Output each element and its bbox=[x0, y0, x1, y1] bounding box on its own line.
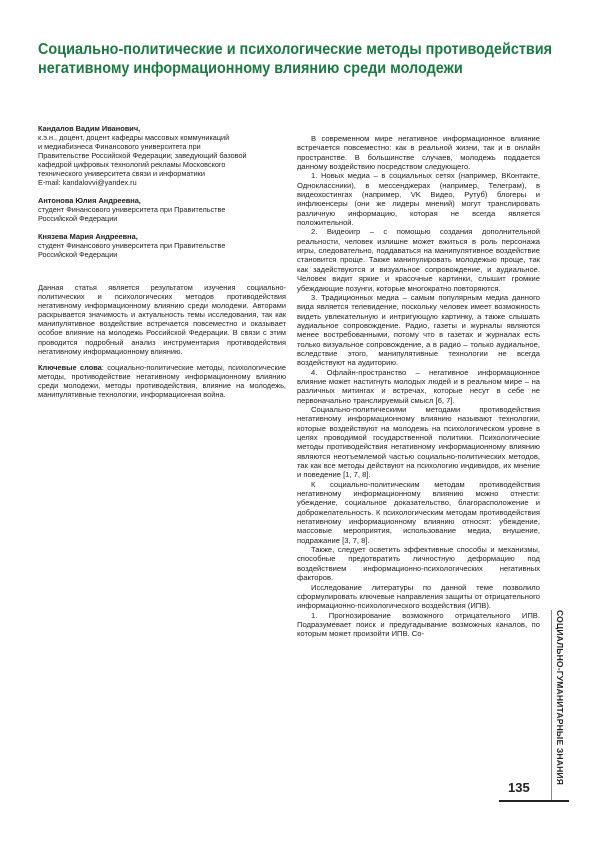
left-column bbox=[38, 124, 286, 406]
keywords bbox=[38, 363, 286, 399]
author-block bbox=[38, 124, 286, 187]
author-block bbox=[38, 196, 286, 223]
author-line: Российской Федерации bbox=[38, 250, 118, 259]
author-name: Кандалов Вадим Иванович, bbox=[38, 124, 141, 133]
right-column bbox=[297, 134, 540, 639]
body-paragraph: 1. Прогнозирование возможного отрицательного ИПВ. Подразумевает поиск и предугадывание возможных каналов, по которым может произойти ИПВ. Со- bbox=[297, 610, 540, 639]
abstract bbox=[38, 283, 286, 399]
abstract-text: Данная статья является результатом изучения социально-политических и психологических методов противодействия негативному информационному влиянию среди молодежи. Авторами раскрывается значимость и актуальность темы исследования, так как манипулятивное воздействие встречается повсеместно и оказывает особое влияние на молодежь Российской Федерации. В связи с этим проводится подробный анализ инструментария противодействия негативному информационному влиянию. bbox=[38, 283, 286, 356]
body-paragraph: 1. Новых медиа – в социальных сетях (например, ВКонтакте, Одноклассники), в мессенджерах (например, Телеграм), в видеохостингах (например, VK Видео, Рутуб) блогеры и инфлюенсеры (они же лидеры мнений) могут транслировать различную информацию, которая не всегда является положительной. bbox=[297, 171, 540, 228]
body-paragraph: Исследование литературы по данной теме позволило сформулировать ключевые направления защиты от отрицательного информационно-психологического воздействия (ИПВ). bbox=[297, 582, 540, 611]
author-line: Российской Федерации bbox=[38, 214, 118, 223]
title-line: негативному информационному влиянию среди молодежи bbox=[38, 60, 463, 77]
author-line: Правительстве Российской Федерации; заведующий базовой bbox=[38, 151, 247, 160]
author-line: технического университета связи и информатики bbox=[38, 169, 205, 178]
body-paragraph: К социально-политическим методам противодействия негативному информационному влиянию можно отнести: убеждение, социальное доказательство, благорасположение и доброжелательность. К психологическим методам противодействия негативному информационному влиянию относят: убеждение, массовые мероприятия, использование медиа, внушение, подражание [3, 7, 8]. bbox=[297, 479, 540, 545]
author-line: студент Финансового университета при Правительстве bbox=[38, 241, 226, 250]
page-number: 135 bbox=[508, 780, 530, 795]
article-title bbox=[38, 40, 553, 78]
keywords-text: : социально-политические методы, психологические методы, противодействие негативному информационному влиянию среди молодежи, методы противодействия, влияние на молодежь, манипулятивные технологии, информационная война. bbox=[38, 362, 287, 400]
author-line: к.э.н., доцент, доцент кафедры массовых коммуникаций bbox=[38, 133, 230, 142]
author-line: кафедрой цифровых технологий рекламы Московского bbox=[38, 160, 226, 169]
section-sidebar bbox=[553, 610, 567, 785]
sidebar-divider bbox=[551, 610, 552, 800]
author-name: Антонова Юлия Андреевна, bbox=[38, 196, 141, 205]
author-block bbox=[38, 232, 286, 259]
title-line: Социально-политические и психологические методы противодействия bbox=[38, 41, 553, 58]
body-paragraph: Социально-политическими методами противодействия негативному информационному влиянию называют технологии, которые воздействуют на молодежь на психологическом уровне в целях проводимой государственной политики. Психологические методы противодействия негативному информационному влиянию являются неотъемлемой частью социально-политических методов, так как все методы действуют на психологию индивидов, их мнение и поведение [1, 7, 8]. bbox=[297, 404, 540, 480]
body-paragraph: 3. Традиционных медиа – самым популярным медиа данного вида является телевидение, поскольку человек имеет возможность видеть увлекательную и интригующую картинку, а также слышать аудиальное сопровождение. Радио, газеты и журналы являются менее востребованными, потому что в газетах и журналах есть только визуальное сопровождение, а в радио – только аудиальное, вследствие этого, манипулятивные технологии не всегда воздействуют на аудиторию. bbox=[297, 292, 540, 368]
page-number-rule bbox=[499, 800, 569, 802]
body-paragraph: 2. Видеоигр – с помощью создания дополнительной реальности, человек излишне может вжиться в роль персонажа игры, следовательно, поддаваться на манипулятивное воздействие становится проще. Также манипулировать молодежью проще, так как задействуются и визуальное сопровождение, и аудиальное. Человек видит яркие и красочные картинки, слышит громкие убеждающие позунги, которые многократно повторяются. bbox=[297, 227, 540, 293]
body-paragraph: 4. Офлайн-пространство – негативное информационное влияние может настигнуть молодых людей и в реальном мире – на различных митингах и встречах, которые несут в себе не первоначально транслируемый смысл [6, 7]. bbox=[297, 367, 540, 405]
keywords-label: Ключевые слова bbox=[38, 362, 102, 372]
author-line: студент Финансового университета при Правительстве bbox=[38, 205, 226, 214]
author-line: и медиабизнеса Финансового университета при bbox=[38, 142, 201, 151]
body-paragraph: Также, следует осветить эффективные способы и механизмы, способные предотвратить личностную деформацию под воздействием информационно-психологических негативных факторов. bbox=[297, 545, 540, 583]
section-label: СОЦИАЛЬНО-ГУМАНИТАРНЫЕ ЗНАНИЯ bbox=[555, 610, 565, 786]
author-email[interactable]: E-mail: kandalovvi@yandex.ru bbox=[38, 178, 137, 187]
body-paragraph: В современном мире негативное информационное влияние встречается повсеместно: как в реальной жизни, так и в онлайн пространстве. В большинстве случаев, молодежь поддается данному воздействию посредством следующего. bbox=[297, 134, 540, 172]
author-name: Князева Мария Андреевна, bbox=[38, 232, 138, 241]
